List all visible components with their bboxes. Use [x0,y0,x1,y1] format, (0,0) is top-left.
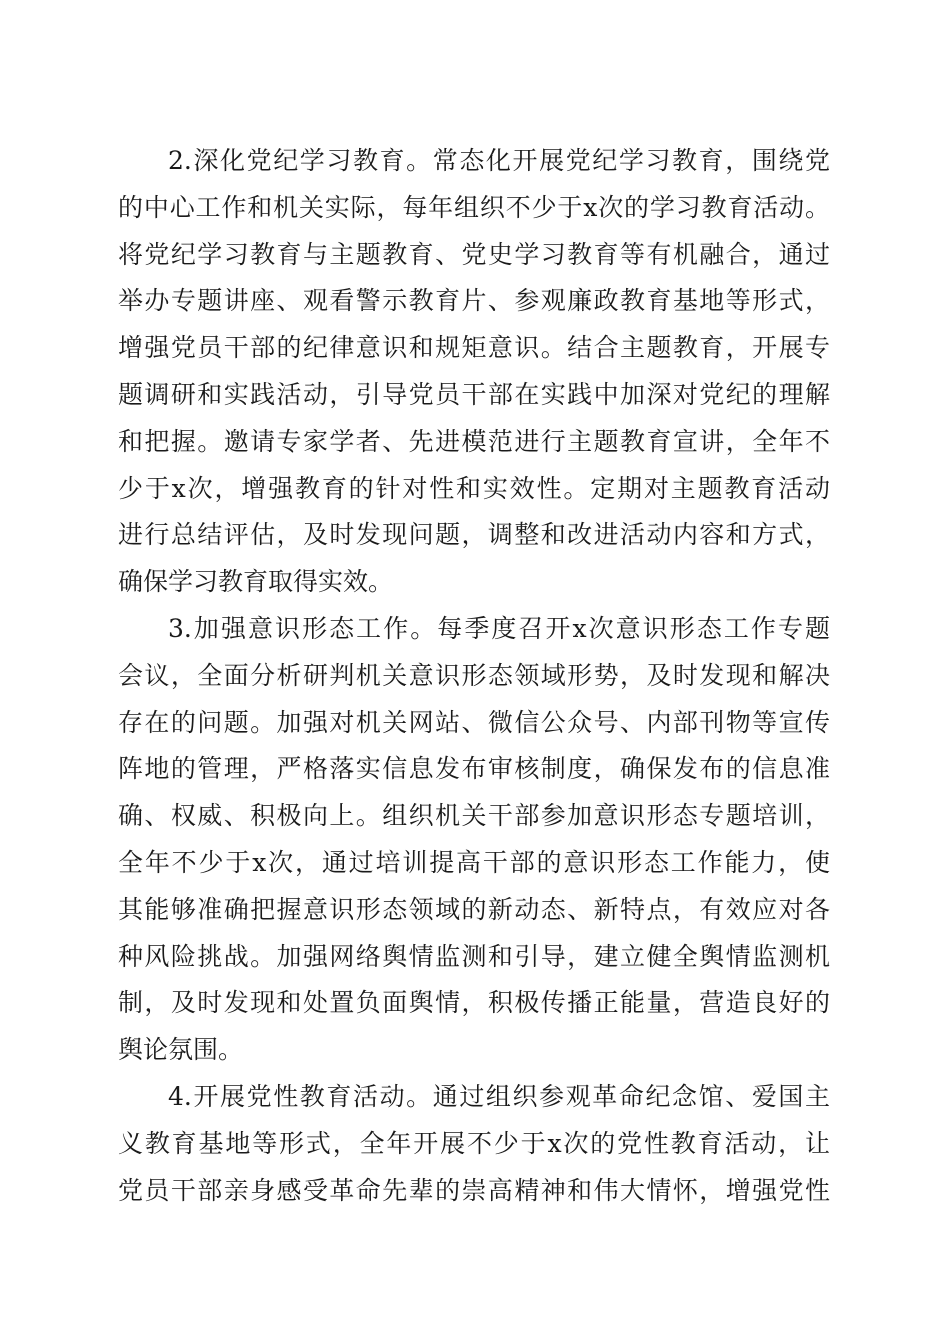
text-line: 进行总结评估，及时发现问题，调整和改进活动内容和方式， [118,520,830,550]
text-line: 4.开展党性教育活动。通过组织参观革命纪念馆、爱国主 [168,1081,830,1111]
text-line: 2.深化党纪学习教育。常态化开展党纪学习教育，围绕党 [168,146,830,175]
text-line: 确、权威、积极向上。组织机关干部参加意识形态专题培训， [118,801,830,831]
text-line: 确保学习教育取得实效。 [118,567,394,597]
text-line: 全年不少于x次，通过培训提高干部的意识形态工作能力，使 [118,847,830,877]
text-line: 阵地的管理，严格落实信息发布审核制度，确保发布的信息准 [118,754,830,784]
text-line: 其能够准确把握意识形态领域的新动态、新特点，有效应对各 [118,894,830,924]
text-line: 和把握。邀请专家学者、先进模范进行主题教育宣讲，全年不 [118,426,830,456]
paragraph-4-party-spirit-education [118,1074,830,1214]
text-line: 党员干部亲身感受革命先辈的崇高精神和伟大情怀，增强党性 [118,1175,830,1205]
text-line: 存在的问题。加强对机关网站、微信公众号、内部刊物等宣传 [118,707,830,737]
text-line: 增强党员干部的纪律意识和规矩意识。结合主题教育，开展专 [118,333,830,363]
text-line: 题调研和实践活动，引导党员干部在实践中加深对党纪的理解 [118,379,830,409]
document-body [118,138,830,1214]
paragraph-2-deepen-party-discipline-education [118,138,830,606]
text-line: 制，及时发现和处置负面舆情，积极传播正能量，营造良好的 [118,988,830,1018]
text-line: 3.加强意识形态工作。每季度召开x次意识形态工作专题 [168,613,830,643]
paragraph-3-ideology-work [118,606,830,1074]
text-line: 义教育基地等形式，全年开展不少于x次的党性教育活动，让 [118,1128,830,1158]
text-line: 舆论氛围。 [118,1035,244,1065]
text-line: 会议，全面分析研判机关意识形态领域形势，及时发现和解决 [118,660,830,690]
text-line: 的中心工作和机关实际，每年组织不少于x次的学习教育活动。 [118,192,830,222]
text-line: 少于x次，增强教育的针对性和实效性。定期对主题教育活动 [118,473,830,503]
text-line: 将党纪学习教育与主题教育、党史学习教育等有机融合，通过 [118,239,830,269]
text-line: 种风险挑战。加强网络舆情监测和引导，建立健全舆情监测机 [118,941,830,971]
text-line: 举办专题讲座、观看警示教育片、参观廉政教育基地等形式， [118,286,830,316]
